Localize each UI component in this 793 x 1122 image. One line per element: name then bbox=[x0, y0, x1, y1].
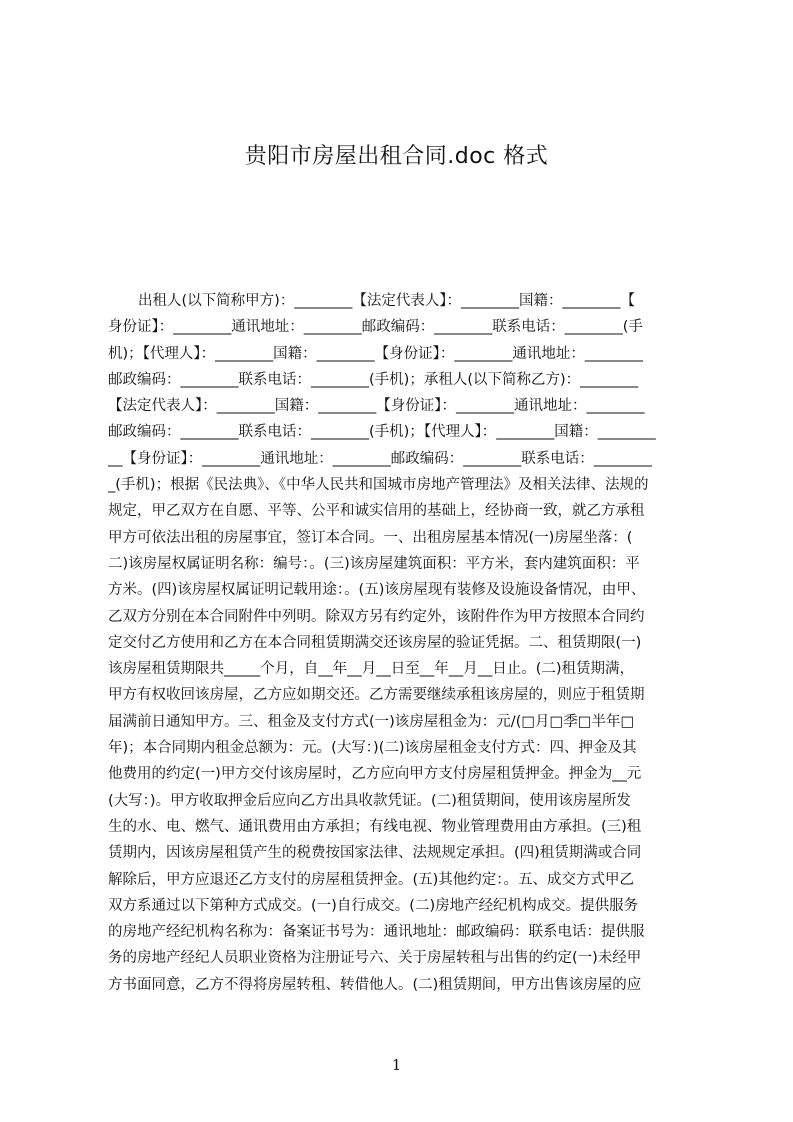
text-line: 邮政编码：________联系电话：________(手机)；【代理人】：________国籍：________ bbox=[108, 424, 656, 441]
text-line: 方米。(四)该房屋权属证明记载用途：。(五)该房屋现有装修及设施设备情况，由甲、 bbox=[108, 582, 646, 599]
text-line: 机)；【代理人】：________国籍：________【身份证】：________通讯地址：________ bbox=[108, 345, 643, 362]
text-line: 邮政编码：________联系电话：________(手机)；承租人(以下简称乙方)：________ bbox=[108, 371, 639, 388]
text-line: 该房屋租赁期限共_____个月，自__年__月__日至__年__月__日止。(二)租赁期满， bbox=[108, 661, 635, 678]
document-title: 贵阳市房屋出租合同.doc 格式 bbox=[244, 144, 549, 169]
text-line: __【身份证】：________通讯地址：________邮政编码：________联系电话：________ bbox=[108, 450, 652, 467]
text-line: 乙双方分别在本合同附件中列明。除双方另有约定外，该附件作为甲方按照本合同约 bbox=[108, 608, 645, 625]
text-line: 定交付乙方使用和乙方在本合同租赁期满交还该房屋的验证凭据。二、租赁期限(一) bbox=[108, 634, 642, 651]
text-line: 解除后，甲方应退还乙方支付的房屋租赁押金。(五)其他约定：。五、成交方式甲乙 bbox=[108, 871, 635, 888]
text-line: 年)；本合同期内租金总额为：元。(大写：)(二)该房屋租金支付方式：四、押金及其 bbox=[108, 740, 637, 757]
contract-body bbox=[108, 288, 698, 1004]
text-line: 的房地产经纪机构名称为：备案证书号为：通讯地址：邮政编码：联系电话：提供服 bbox=[108, 924, 645, 941]
text-line: 届满前日通知甲方。三、租金及支付方式(一)该房屋租金为：元/(□月□季□半年□ bbox=[108, 713, 635, 730]
text-line: 甲方有权收回该房屋，乙方应如期交还。乙方需要继续承租该房屋的，则应于租赁期 bbox=[108, 687, 645, 704]
text-line: 方书面同意，乙方不得将房屋转租、转借他人。(二)租赁期间，甲方出售该房屋的应 bbox=[108, 976, 642, 993]
text-line: 二)该房屋权属证明名称：编号：。(三)该房屋建筑面积：平方米，套内建筑面积：平 bbox=[108, 555, 640, 572]
text-line: _(手机)；根据《民法典》、《中华人民共和国城市房地产管理法》及相关法律、法规的 bbox=[108, 477, 649, 494]
text-line: 甲方可依法出租的房屋事宜，签订本合同。一、出租房屋基本情况(一)房屋坐落：( bbox=[108, 529, 633, 546]
text-line: 务的房地产经纪人员职业资格为注册证号六、关于房屋转租与出售的约定(一)未经甲 bbox=[108, 950, 642, 967]
text-line: 出租人(以下简称甲方)：________【法定代表人】：________国籍：________【 bbox=[138, 293, 636, 309]
text-line: 双方系通过以下第种方式成交。(一)自行成交。(二)房地产经纪机构成交。提供服务 bbox=[108, 897, 639, 914]
page-number: 1 bbox=[391, 1056, 402, 1074]
text-line: 身份证】：________通讯地址：________邮政编码：________联系电话：________(手 bbox=[108, 319, 643, 336]
text-line: (大写：)。甲方收取押金后应向乙方出具收款凭证。(二)租赁期间，使用该房屋所发 bbox=[108, 792, 631, 809]
text-line: 赁期内，因该房屋租赁产生的税费按国家法律、法规规定承担。(四)租赁期满或合同 bbox=[108, 845, 642, 862]
text-line: 生的水、电、燃气、通讯费用由方承担；有线电视、物业管理费用由方承担。(三)租 bbox=[108, 818, 642, 835]
text-line: 他费用的约定(一)甲方交付该房屋时，乙方应向甲方支付房屋租赁押金。押金为__元 bbox=[108, 766, 642, 783]
text-line: 规定，甲乙双方在自愿、平等、公平和诚实信用的基础上，经协商一致，就乙方承租 bbox=[108, 503, 645, 520]
text-line: 【法定代表人】：________国籍：________【身份证】：________通讯地址：________ bbox=[108, 398, 645, 415]
